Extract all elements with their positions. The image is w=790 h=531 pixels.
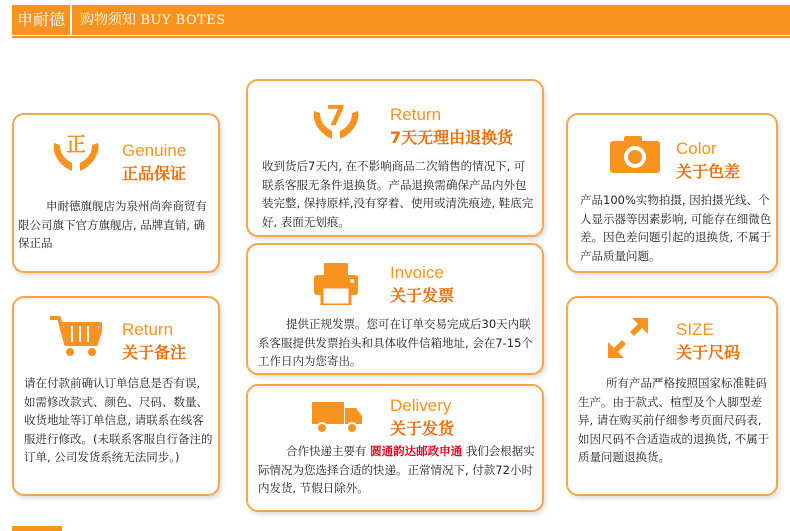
size-title-en: SIZE [676, 320, 714, 339]
note-title-en: Return [122, 320, 174, 339]
camera-icon [610, 135, 660, 173]
delivery-title-en: Delivery [390, 396, 452, 415]
return7-title-cn: 7天无理由退换货 [390, 128, 514, 147]
footer-tab [12, 526, 62, 531]
section-title [70, 5, 790, 35]
note-title-cn: 关于备注 [122, 343, 187, 362]
svg-text:正: 正 [66, 132, 86, 156]
header-divider [12, 36, 790, 38]
card-genuine [12, 113, 220, 273]
delivery-title-cn: 关于发货 [390, 419, 455, 438]
delivery-body-post: 我们会根据实际情况为您选择合适的快递。正常情况下, 付款72小时内发货, 节假日除外。 [258, 444, 535, 495]
color-title-en: Color [676, 139, 717, 158]
page-header [0, 0, 790, 40]
svg-text:7: 7 [326, 99, 346, 132]
card-invoice [246, 243, 544, 375]
card-delivery [246, 384, 544, 512]
size-body: 所有产品严格按照国家标准鞋码生产。由于款式、楦型及个人脚型差异, 请在购买前仔细参考页面尺码表, 如因尺码不合适造成的退换货, 不属于质量问题退换货。 [578, 376, 770, 464]
return7-body: 收到货后7天内, 在不影响商品二次销售的情况下, 可联系客服无条件退换货。产品退换需确保产品内外包装完整, 保持原样,没有穿着、使用或清洗痕迹, 鞋底完好, 表面无划痕。 [262, 159, 534, 229]
card-color [566, 113, 778, 273]
size-title-cn: 关于尺码 [676, 343, 741, 362]
card-note [12, 296, 220, 496]
resize-arrows-icon [608, 318, 648, 358]
return7-title-en: Return [390, 105, 442, 124]
delivery-body [258, 442, 538, 498]
color-title-cn: 关于色差 [676, 162, 741, 181]
brand-tab: 申耐德 [12, 5, 70, 35]
invoice-title-en: Invoice [390, 263, 444, 282]
section-title-en: BUY BOTES [140, 13, 226, 28]
delivery-body-pre: 合作快递主要有 [286, 444, 367, 458]
card-size [566, 296, 778, 496]
seven-day-hands-icon [310, 95, 362, 143]
genuine-body: 申耐德旗舰店为泉州尚奔商贸有限公司旗下官方旗舰店, 品牌直销, 确保正品 [18, 199, 207, 250]
invoice-body: 提供正规发票。您可在订单交易完成后30天内联系客服提供发票抬头和具体收件信箱地址, 会在7-15个工作日内为您寄出。 [258, 317, 533, 368]
delivery-couriers: 圆通韵达邮政申通 [370, 444, 463, 458]
section-title-cn: 购物须知 [80, 12, 136, 28]
genuine-title-cn: 正品保证 [122, 164, 187, 183]
shopping-cart-icon [50, 314, 102, 358]
color-body: 产品100%实物拍摄, 因拍摄光线、个人显示器等因素影响, 可能存在细微色差。因色差问题引起的退换货, 不属于产品质量问题。 [580, 193, 772, 263]
genuine-title-en: Genuine [122, 141, 187, 160]
genuine-hands-icon [50, 125, 102, 175]
card-return-7-days [246, 79, 544, 237]
invoice-title-cn: 关于发票 [390, 286, 455, 305]
delivery-truck-icon [312, 402, 362, 434]
note-body: 请在付款前确认订单信息是否有误, 如需修改款式、颜色、尺码、数量、收货地址等订单信息, 请联系在线客服进行修改。(未联系客服自行备注的订单, 公司发货系统无法同步。) [24, 376, 213, 464]
printer-icon [314, 263, 358, 305]
